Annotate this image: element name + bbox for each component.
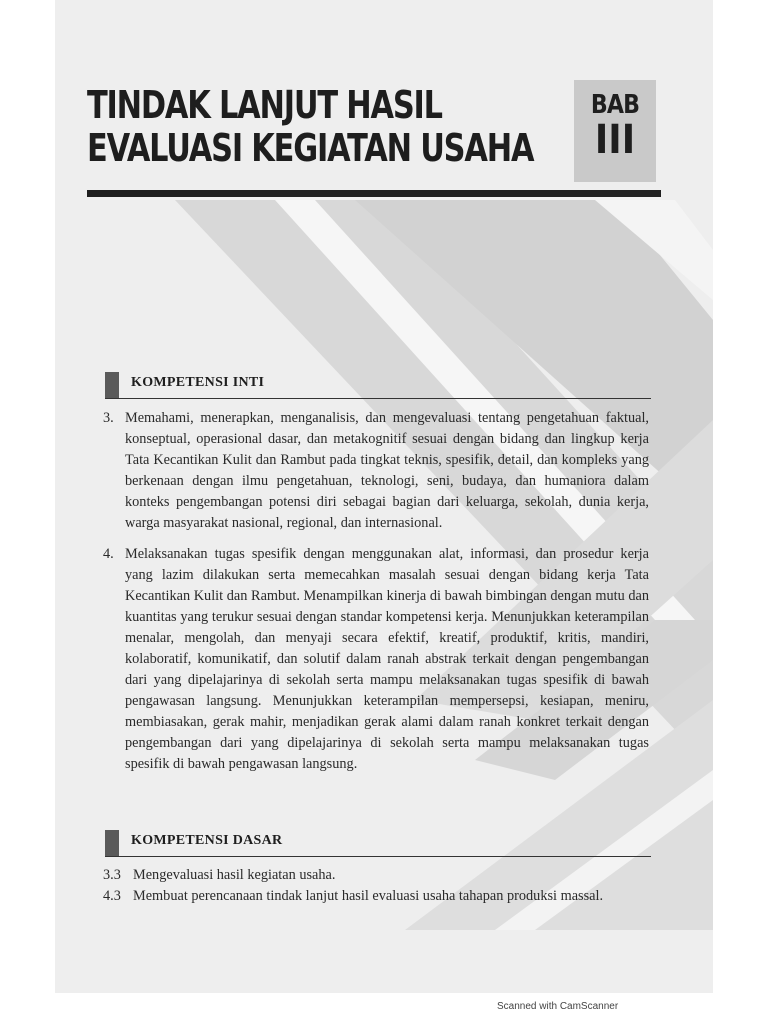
list-item-number: 3.	[103, 410, 114, 426]
list-item	[103, 865, 649, 886]
list-item-number: 3.3	[103, 867, 121, 883]
chapter-title-line2: EVALUASI KEGIATAN USAHA	[87, 126, 534, 170]
list-item-text: Mengevaluasi hasil kegiatan usaha.	[133, 867, 336, 883]
list-item	[103, 544, 649, 775]
list-item-text: Membuat perencanaan tindak lanjut hasil evaluasi usaha tahapan produksi massal.	[133, 888, 604, 904]
section-heading-label: KOMPETENSI DASAR	[131, 833, 283, 848]
section-marker	[105, 830, 119, 856]
chapter-title	[87, 84, 533, 170]
kompetensi-dasar-list	[103, 865, 649, 907]
list-item	[103, 886, 649, 907]
chapter-title-line1: TINDAK LANJUT HASIL	[87, 83, 442, 127]
kompetensi-inti-list	[103, 408, 649, 775]
scanned-page	[55, 0, 713, 993]
list-item-text: Melaksanakan tugas spesifik dengan menggunakan alat, informasi, dan prosedur kerja yang lazim dilakukan serta memecahkan masalah sesuai dengan bidang kerja Tata Kecantikan Kulit dan Rambut. Menampilkan kinerja di bawah bimbingan dengan mutu dan kuantitas yang terukur sesuai dengan standar kompetensi kerja. Menunjukkan keterampilan menalar, mengolah, dan menyaji secara efektif, kreatif, produktif, kritis, mandiri, kolaboratif, komunikatif, dan solutif dalam ranah abstrak terkait dengan pengembangan dari yang dipelajarinya di sekolah serta mampu melaksanakan tugas spesifik di bawah pengawasan langsung. Menunjukkan keterampilan mempersepsi, kesiapan, meniru, membiasakan, gerak mahir, menjadikan gerak alami dalam ranah konkret terkait dengan pengembangan dari yang dipelajarinya di sekolah serta mampu melaksanakan tugas spesifik di bawah pengawasan langsung.	[125, 546, 649, 772]
section-heading-kompetensi-inti	[105, 372, 651, 399]
section-marker	[105, 372, 119, 398]
chapter-badge	[574, 80, 656, 182]
list-item-number: 4.3	[103, 888, 121, 904]
chapter-badge-number: III	[594, 117, 636, 163]
section-heading-label: KOMPETENSI INTI	[131, 375, 265, 390]
list-item	[103, 408, 649, 534]
scanner-watermark: Scanned with CamScanner	[497, 1001, 619, 1012]
chapter-badge-label: BAB	[590, 90, 640, 120]
list-item-number: 4.	[103, 546, 114, 562]
title-divider	[87, 190, 661, 197]
section-heading-kompetensi-dasar	[105, 830, 651, 857]
list-item-text: Memahami, menerapkan, menganalisis, dan mengevaluasi tentang pengetahuan faktual, konseptual, operasional dasar, dan metakognitif sesuai dengan bidang dan lingkup kerja Tata Kecantikan Kulit dan Rambut pada tingkat teknis, spesifik, detail, dan kompleks yang berkenaan dengan ilmu pengetahuan, teknologi, seni, budaya, dan humaniora dalam konteks pengembangan potensi diri sebagai bagian dari keluarga, sekolah, dunia kerja, warga masyarakat nasional, regional, dan internasional.	[125, 410, 649, 531]
